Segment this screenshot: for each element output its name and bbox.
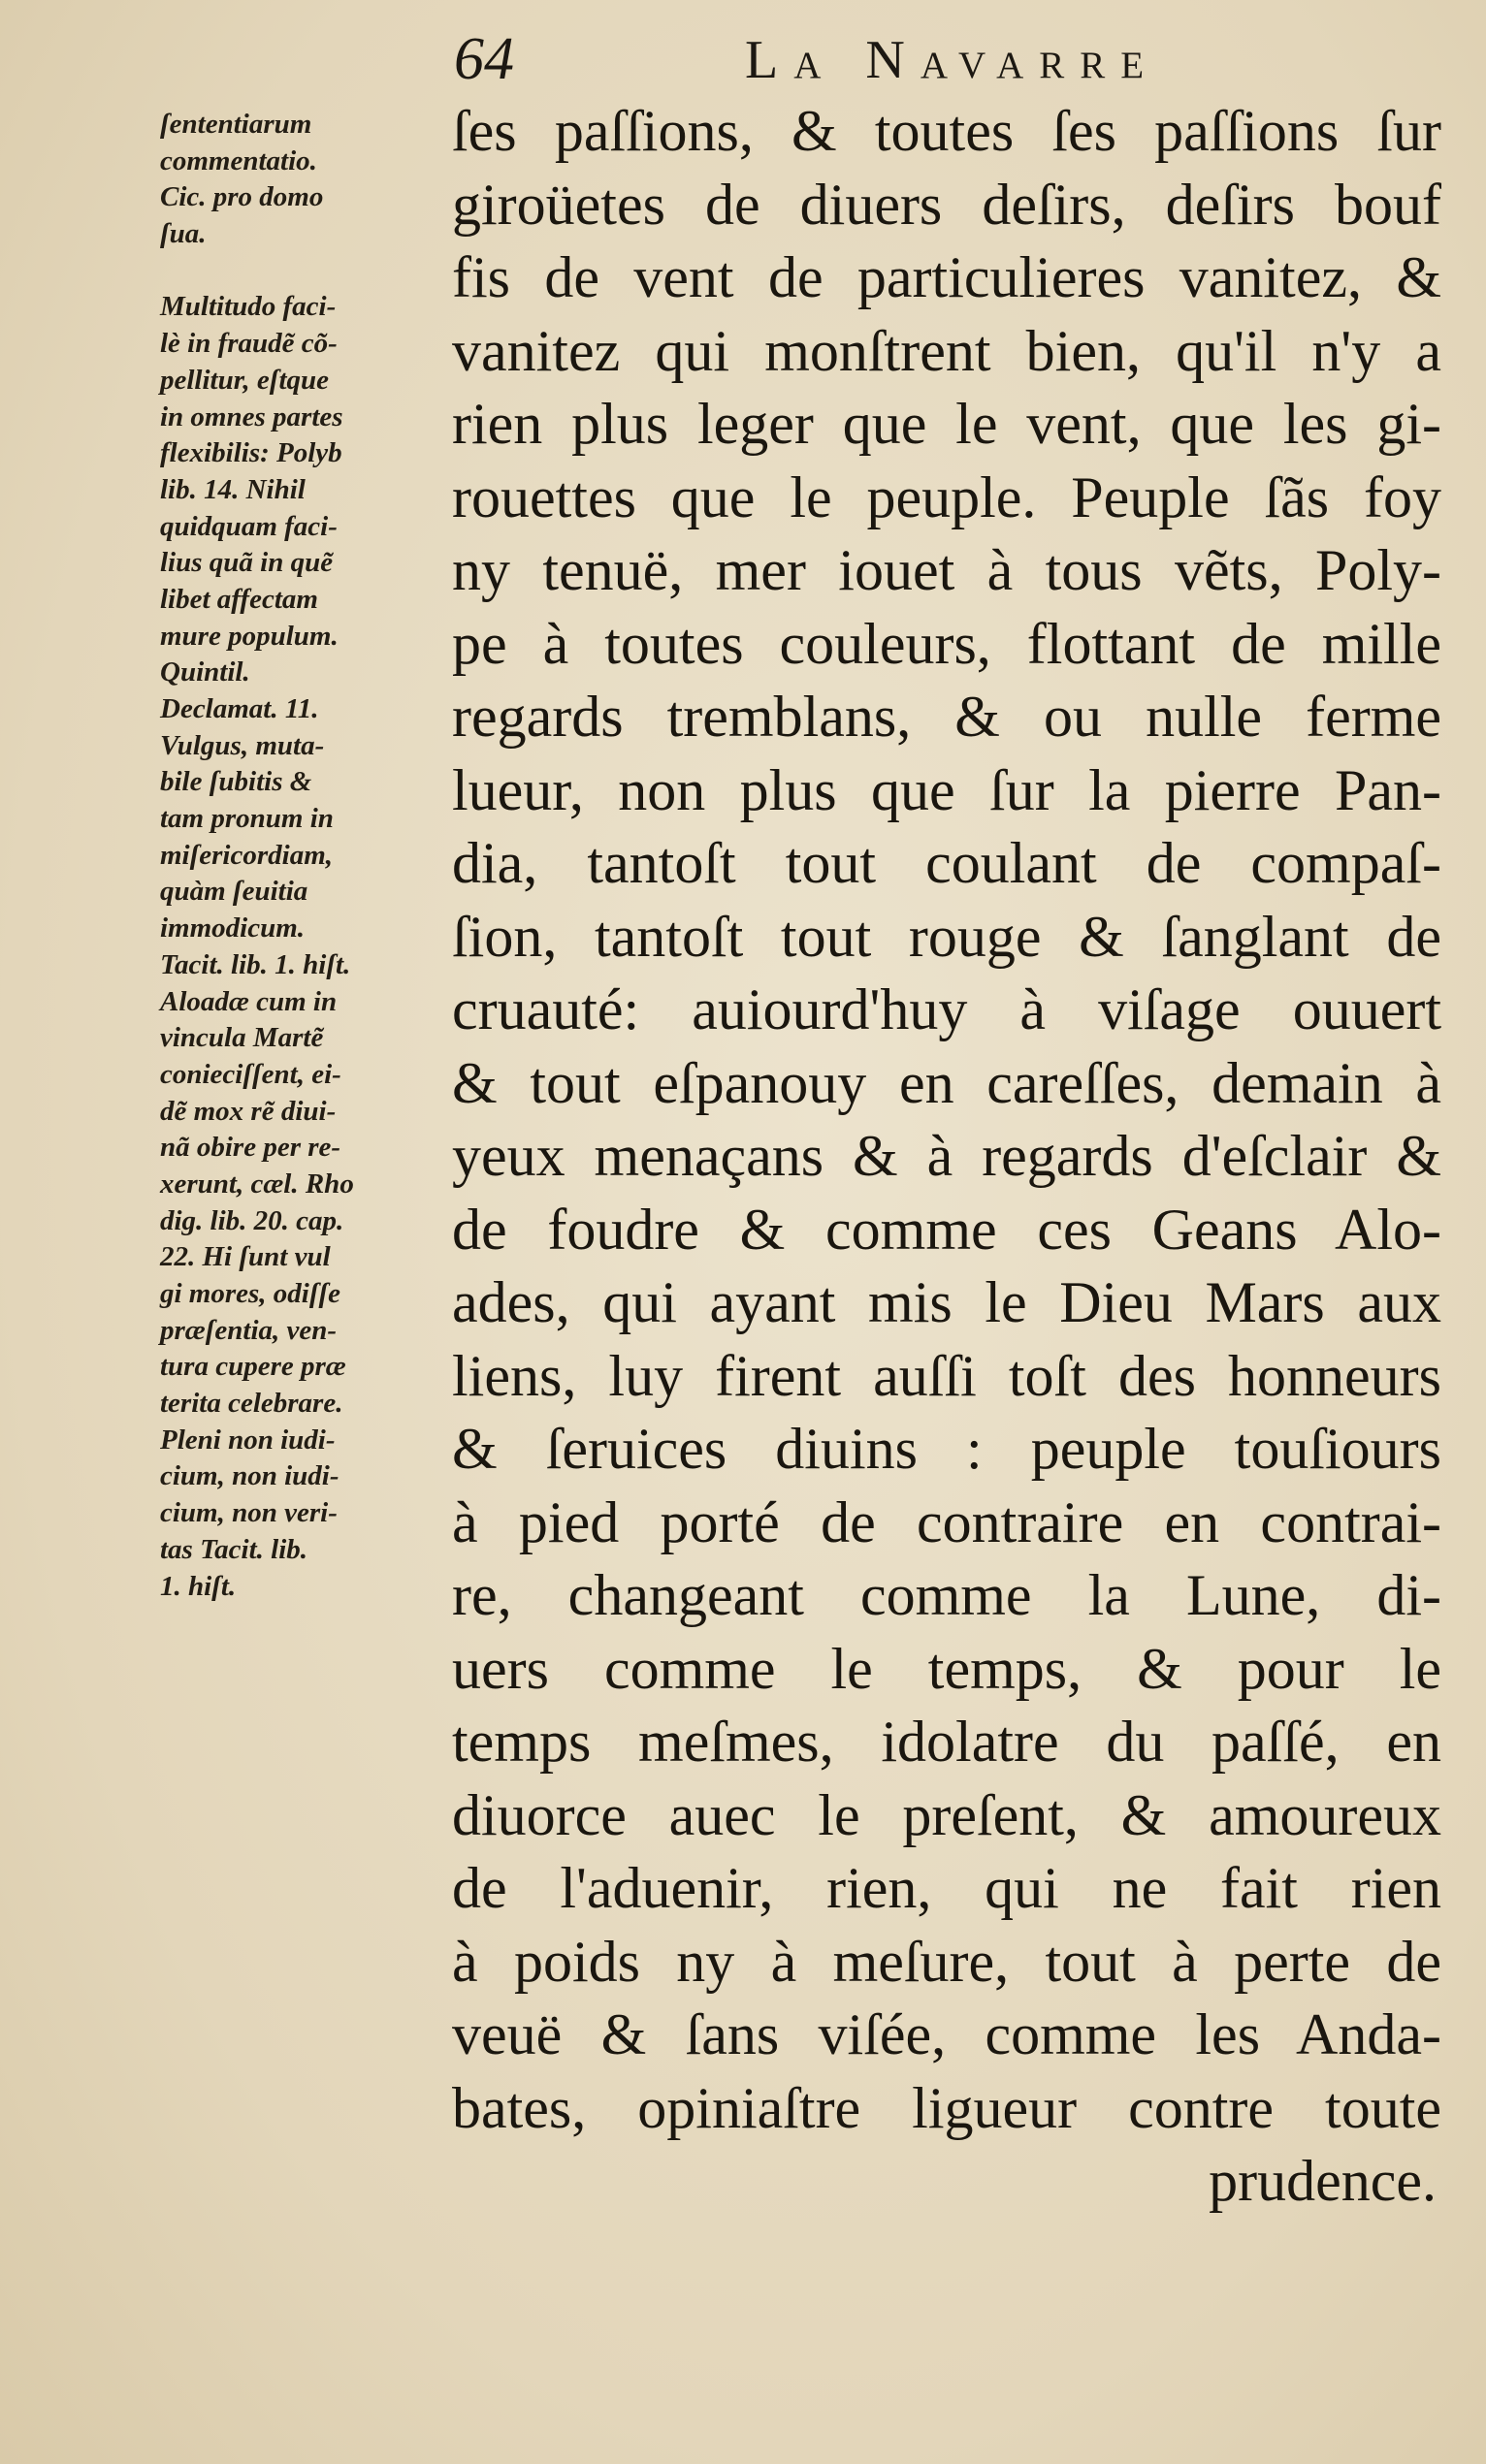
margin-note-line: Tacit. lib. 1. hiſt. [160, 948, 351, 980]
margin-note-line: quàm ſeuitia [160, 876, 308, 908]
margin-note-line: ſua. [160, 218, 207, 250]
margin-note-line: Multitudo faci- [160, 291, 337, 323]
margin-note-line: dẽ mox rẽ diui- [160, 1095, 337, 1127]
text-line: à poids ny à meſure, tout à perte de [452, 1929, 1441, 1994]
margin-note-line: bile ſubitis & [160, 766, 312, 798]
text-line: fis de vent de particulieres vanitez, & [452, 245, 1441, 309]
margin-note-line: tura cupere præ [160, 1351, 346, 1383]
margin-note-line: immodicum. [160, 912, 306, 944]
margin-note-line: tas Tacit. lib. [160, 1533, 307, 1565]
text-line: diuorce auec le preſent, & amoureux [452, 1782, 1441, 1847]
text-line: temps meſmes, idolatre du paſſé, en [452, 1710, 1441, 1774]
running-head: La Navarre [745, 30, 1160, 90]
text-line: ſes paſſions, & toutes ſes paſſions ſur [452, 99, 1441, 163]
text-line: veuë & ſans viſée, comme les Anda- [452, 2002, 1441, 2066]
text-line: ſion, tantoſt tout rouge & ſanglant de [452, 904, 1441, 969]
margin-note-line: in omnes partes [160, 400, 343, 432]
margin-note-line: mure populum. [160, 620, 339, 652]
margin-note-line: Vulgus, muta- [160, 729, 325, 761]
margin-note-line: dig. lib. 20. cap. [160, 1204, 344, 1236]
text-line: liens, luy firent auſſi toſt des honneurs [452, 1343, 1441, 1408]
text-line: de foudre & comme ces Geans Alo- [452, 1197, 1441, 1262]
margin-note-line: lè in fraudẽ cõ- [160, 328, 338, 360]
margin-notes [160, 107, 451, 1605]
margin-note-line: terita celebrare. [160, 1388, 343, 1420]
text-line: yeux menaçans & à regards d'eſclair & [452, 1124, 1441, 1188]
text-line: lueur, non plus que ſur la pierre Pan- [452, 757, 1441, 822]
margin-note-line: Declamat. 11. [160, 693, 319, 724]
margin-note-line: 22. Hi ſunt vul [160, 1241, 331, 1273]
margin-note-line: quidquam faci- [160, 510, 338, 542]
margin-note-line: nã obire per re- [160, 1132, 341, 1164]
main-text [452, 95, 1441, 2219]
text-line: regards tremblans, & ou nulle ferme [452, 685, 1441, 749]
text-line: giroüetes de diuers deſirs, deſirs bouf [452, 172, 1441, 237]
margin-note-line: cium, non iudi- [160, 1460, 339, 1492]
text-line: de l'aduenir, rien, qui ne fait rien [452, 1856, 1441, 1920]
page-header [454, 17, 1463, 105]
margin-note-line: Aloadæ cum in [160, 985, 338, 1017]
margin-note-line: tam pronum in [160, 803, 334, 835]
margin-note-line: libet affectam [160, 583, 318, 615]
margin-note-line: commentatio. [160, 144, 317, 176]
text-line: dia, tantoſt tout coulant de compaſ- [452, 831, 1441, 895]
text-line: ades, qui ayant mis le Dieu Mars aux [452, 1270, 1441, 1334]
text-line: vanitez qui monſtrent bien, qu'il n'y a [452, 318, 1441, 383]
margin-note-line: Quintil. [160, 656, 250, 688]
text-line: cruauté: auiourd'huy à viſage ouuert [452, 977, 1441, 1041]
margin-note-line: xerunt, cæl. Rho [160, 1168, 354, 1200]
margin-note-line: lib. 14. Nihil [160, 473, 306, 505]
margin-note-line: Pleni non iudi- [160, 1424, 336, 1456]
text-line: à pied porté de contraire en contrai- [452, 1489, 1441, 1554]
text-line: ny tenuë, mer iouet à tous vẽts, Poly- [452, 538, 1441, 602]
margin-note-line: gi mores, odiſſe [160, 1278, 341, 1309]
margin-note-line: Cic. pro domo [160, 181, 324, 213]
page-number: 64 [454, 26, 514, 92]
margin-note-line: lius quã in quẽ [160, 547, 334, 579]
text-line: rien plus leger que le vent, que les gi- [452, 392, 1441, 456]
text-line: pe à toutes couleurs, flottant de mille [452, 611, 1441, 676]
text-line: re, changeant comme la Lune, di- [452, 1563, 1441, 1627]
margin-note-line: cium, non veri- [160, 1497, 338, 1529]
margin-note-line: pellitur, eſtque [160, 364, 329, 396]
text-line: bates, opiniaſtre ligueur contre toute [452, 2075, 1441, 2140]
text-line: & ſeruices diuins : peuple touſiours [452, 1417, 1441, 1481]
margin-note-line: præſentia, ven- [160, 1314, 338, 1346]
text-line: rouettes que le peuple. Peuple ſãs foy [452, 464, 1441, 529]
margin-note-line: conieciſſent, ei- [160, 1058, 341, 1090]
text-line: & tout eſpanouy en careſſes, demain à [452, 1050, 1441, 1115]
text-line: uers comme le temps, & pour le [452, 1636, 1441, 1701]
margin-note-line: ſententiarum [160, 109, 312, 140]
margin-note-line: 1. hiſt. [160, 1570, 237, 1602]
text-line: prudence. [1209, 2149, 1437, 2213]
margin-note-line [160, 253, 451, 290]
margin-note-line: vincula Martẽ [160, 1022, 324, 1054]
margin-note-line: flexibilis: Polyb [160, 437, 342, 469]
margin-note-line: miſericordiam, [160, 839, 334, 871]
